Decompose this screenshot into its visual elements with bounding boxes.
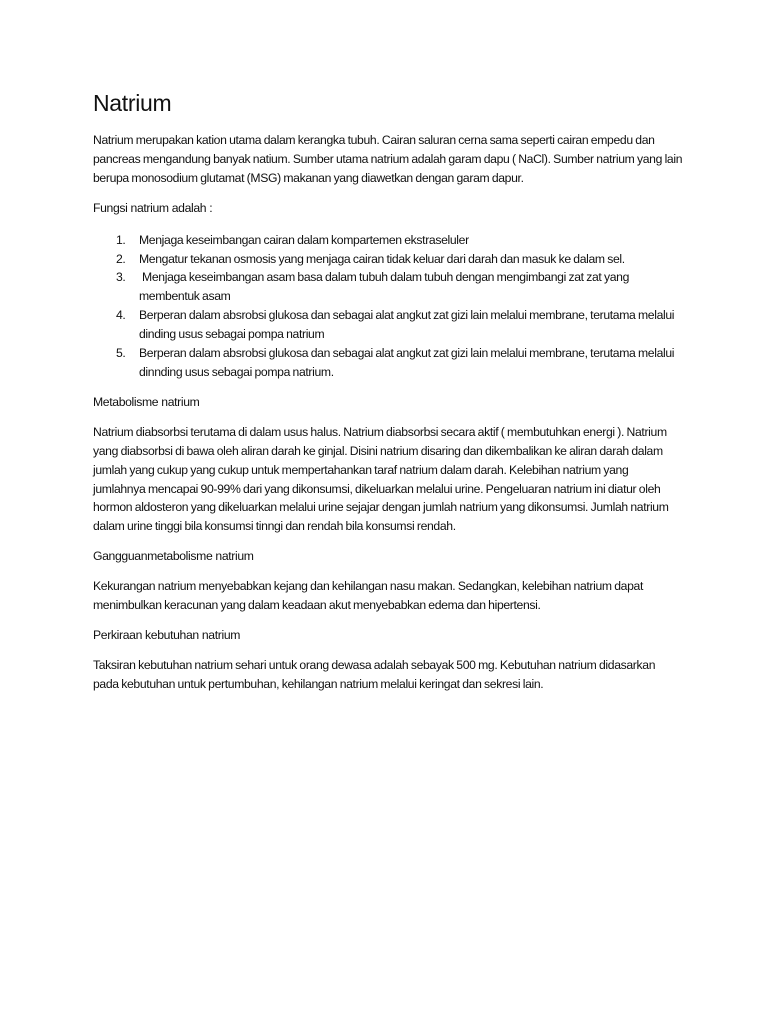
list-number: 5.: [116, 346, 126, 361]
list-number: 4.: [116, 308, 126, 323]
list-text: Berperan dalam absrobsi glukosa dan sebagai alat angkut zat gizi lain melalui membrane, terutama melalui dinding usus sebagai pompa natrium: [139, 308, 675, 342]
document-page: [93, 88, 683, 705]
disorder-heading: Gangguanmetabolisme natrium: [93, 549, 254, 564]
list-item: [93, 250, 683, 269]
list-item: [93, 306, 683, 344]
list-item: [93, 231, 683, 250]
list-text: Mengatur tekanan osmosis yang menjaga cairan tidak keluar dari darah dan masuk ke dalam sel.: [139, 251, 625, 266]
document-title: Natrium: [93, 90, 172, 116]
requirement-heading: Perkiraan kebutuhan natrium: [93, 627, 241, 642]
list-text: Menjaga keseimbangan cairan dalam kompartemen ekstraseluler: [139, 232, 469, 247]
list-text: Menjaga keseimbangan asam basa dalam tubuh dalam tubuh dengan mengimbangi zat zat yang membentuk asam: [139, 270, 632, 304]
metabolism-paragraph: Natrium diabsorbsi terutama di dalam usus halus. Natrium diabsorbsi secara aktif ( membutuhkan energi ). Natrium yang diabsorbsi di bawa oleh aliran darah ke ginjal. Disini natrium disaring dan dikembalikan ke aliran darah dalam jumlah yang cukup yang cukup untuk mempertahankan taraf natrium dalam darah. Kelebihan natrium yang jumlahnya mencapai 90-99% dari yang dikonsumsi, dikeluarkan melalui urine. Pengeluaran natrium ini diatur oleh hormon aldosteron yang dikeluarkan melalui urine sejajar dengan jumlah natrium yang dikonsumsi. Jumlah natrium dalam urine tinggi bila konsumsi tinngi dan rendah bila konsumsi rendah.: [93, 424, 669, 534]
list-text: Berperan dalam absrobsi glukosa dan sebagai alat angkut zat gizi lain melalui membrane, terutama melalui dinnding usus sebagai pompa natrium.: [139, 346, 675, 379]
requirement-paragraph: Taksiran kebutuhan natrium sehari untuk orang dewasa adalah sebayak 500 mg. Kebutuhan natrium didasarkan pada kebutuhan untuk pertumbuhan, kehilangan natrium melalui keringat dan sekresi lain.: [93, 657, 656, 691]
intro-paragraph: Natrium merupakan kation utama dalam kerangka tubuh. Cairan saluran cerna sama seperti cairan empedu dan pancreas mengandung banyak natium. Sumber utama natrium adalah garam dapu ( NaCl). Sumber natrium yang lain berupa monosodium glutamat (MSG) makanan yang diawetkan dengan garam dapur.: [93, 133, 683, 185]
functions-heading: Fungsi natrium adalah :: [93, 200, 213, 215]
list-number: 2.: [116, 251, 126, 266]
disorder-paragraph: Kekurangan natrium menyebabkan kejang dan kehilangan nasu makan. Sedangkan, kelebihan natrium dapat menimbulkan keracunan yang dalam keadaan akut menyebabkan edema dan hipertensi.: [93, 579, 643, 613]
functions-list: [93, 231, 683, 382]
list-number: 1.: [116, 232, 126, 247]
metabolism-heading: Metabolisme natrium: [93, 394, 200, 409]
list-item: [93, 268, 683, 306]
list-number: 3.: [116, 270, 126, 285]
list-item: [93, 344, 683, 382]
